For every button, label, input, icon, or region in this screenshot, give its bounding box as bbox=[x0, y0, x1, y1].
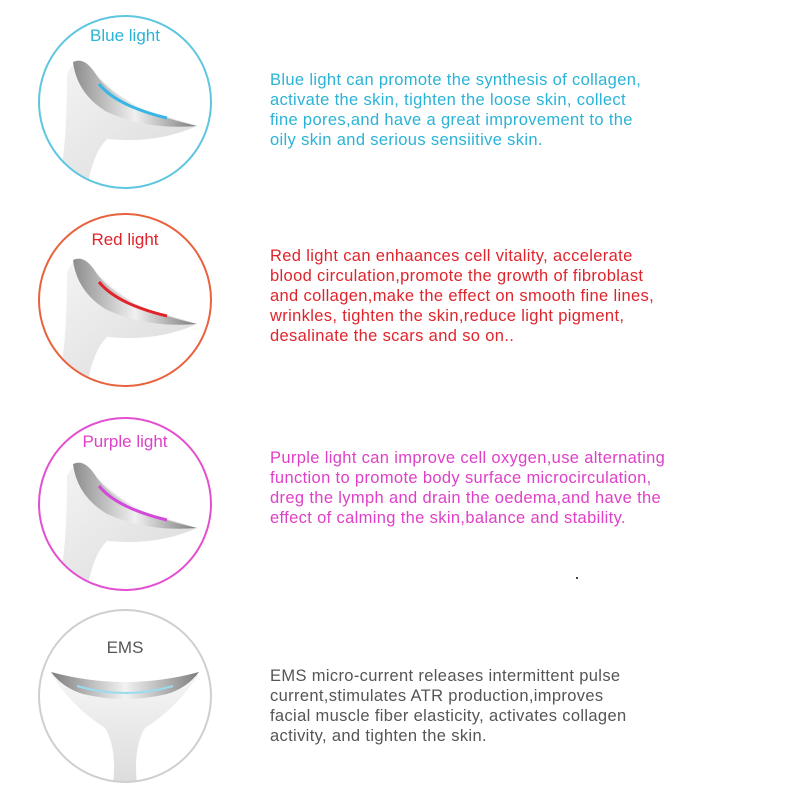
purple-light-description bbox=[270, 448, 795, 528]
ems-label: EMS bbox=[106, 638, 144, 657]
purple-light-label: Purple light bbox=[82, 432, 168, 451]
description-line: activity, and tighten the skin. bbox=[270, 727, 487, 745]
description-line: current,stimulates ATR production,improves bbox=[270, 687, 604, 705]
blue-light-label: Blue light bbox=[90, 26, 160, 45]
description-line: EMS micro-current releases intermittent pulse bbox=[270, 667, 621, 685]
description-line: oily skin and serious sensiitive skin. bbox=[270, 131, 543, 149]
section-purple-light bbox=[0, 400, 800, 600]
description-line: blood circulation,promote the growth of fibroblast bbox=[270, 267, 644, 285]
purple-light-device-image bbox=[37, 416, 213, 592]
stray-dot bbox=[576, 577, 578, 579]
red-light-label: Red light bbox=[91, 230, 159, 249]
section-blue-light bbox=[0, 0, 800, 200]
description-line: and collagen,make the effect on smooth fine lines, bbox=[270, 287, 655, 305]
description-line: wrinkles, tighten the skin,reduce light pigment, bbox=[270, 307, 625, 325]
ems-device-image bbox=[37, 608, 213, 784]
description-line: Purple light can improve cell oxygen,use alternating bbox=[270, 449, 666, 467]
description-line: facial muscle fiber elasticity, activates collagen bbox=[270, 707, 627, 725]
description-line: Blue light can promote the synthesis of collagen, bbox=[270, 71, 642, 89]
description-line: dreg the lymph and drain the oedema,and have the bbox=[270, 489, 662, 507]
description-line: function to promote body surface microcirculation, bbox=[270, 469, 652, 487]
description-line: activate the skin, tighten the loose skin, collect bbox=[270, 91, 626, 109]
section-red-light bbox=[0, 200, 800, 400]
red-light-description bbox=[270, 246, 795, 346]
section-ems bbox=[0, 600, 800, 800]
red-light-device-image bbox=[37, 212, 213, 388]
blue-light-device-image bbox=[37, 14, 213, 190]
blue-light-description bbox=[270, 70, 795, 150]
description-line: Red light can enhaances cell vitality, accelerate bbox=[270, 247, 633, 265]
ems-description bbox=[270, 666, 795, 746]
description-line: desalinate the scars and so on.. bbox=[270, 327, 515, 345]
description-line: effect of calming the skin,balance and stability. bbox=[270, 509, 626, 527]
description-line: fine pores,and have a great improvement to the bbox=[270, 111, 633, 129]
